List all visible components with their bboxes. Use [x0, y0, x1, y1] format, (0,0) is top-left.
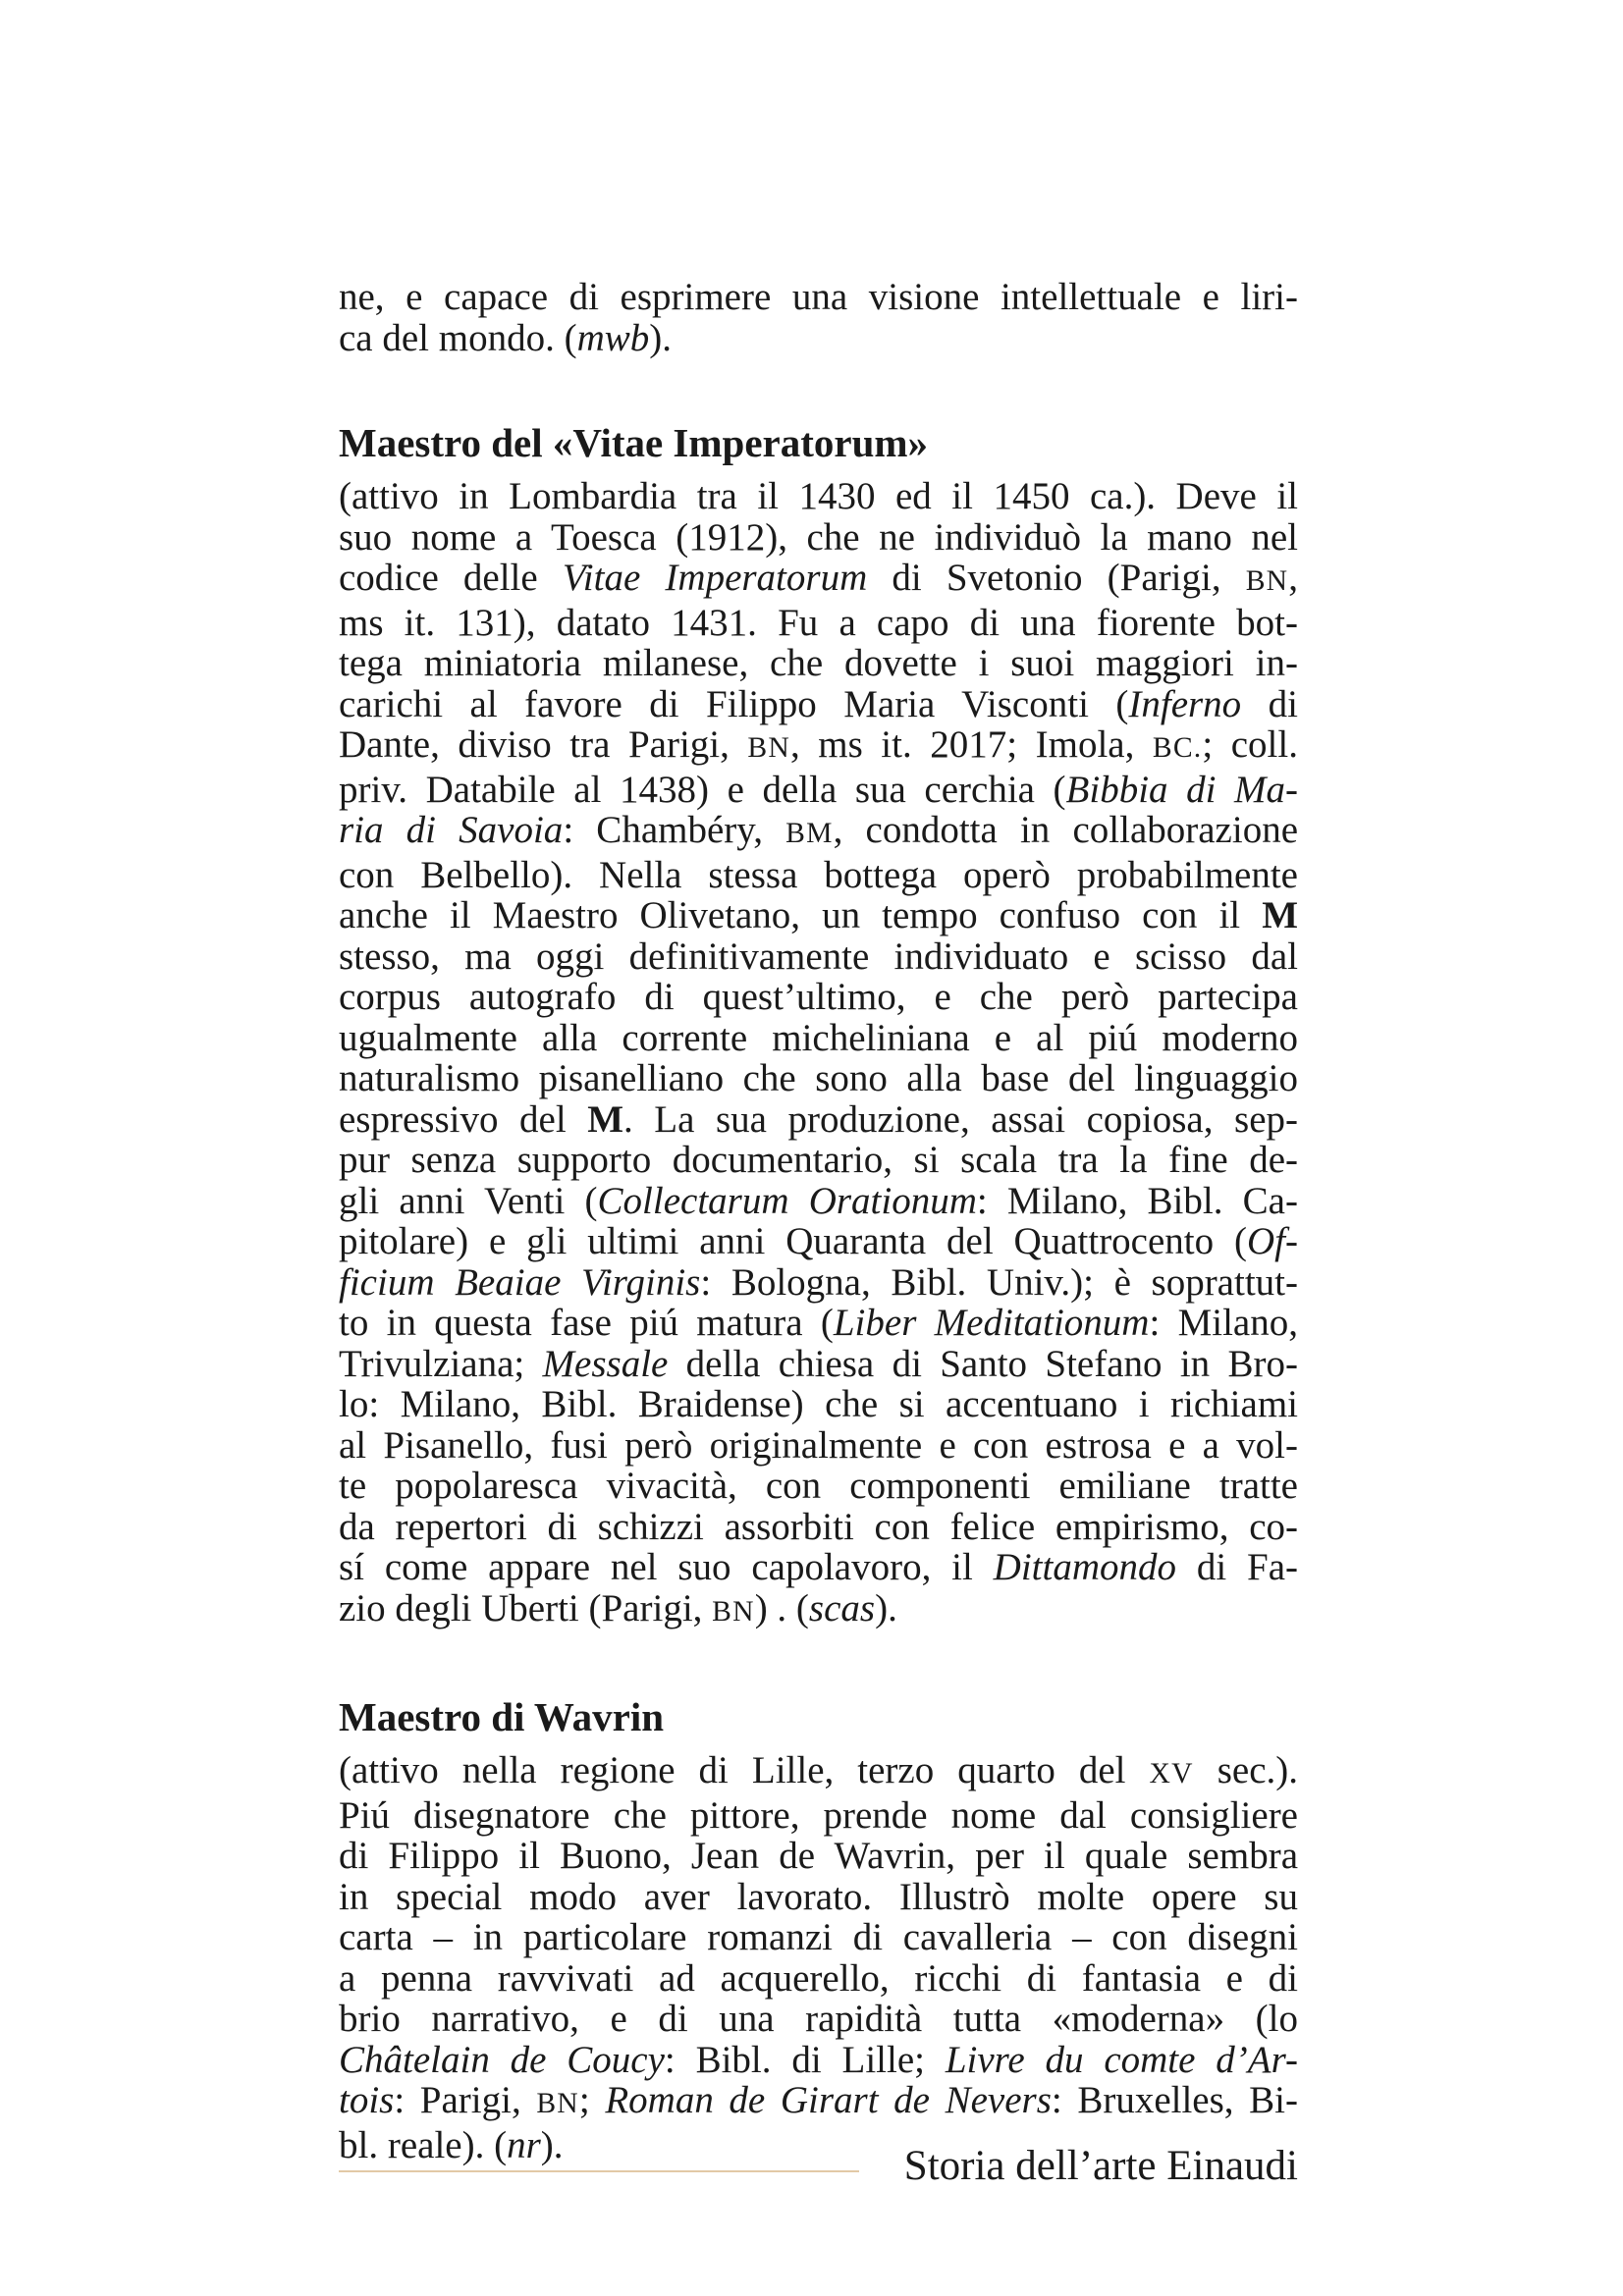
text-line: ugualmente alla corrente micheliniana e al piú moderno — [339, 1016, 1298, 1059]
footer-rule — [339, 2170, 859, 2172]
entry-wavrin — [339, 1695, 1298, 2165]
entry-body — [339, 476, 1298, 1632]
text-line: al Pisanello, fusi però originalmente e con estrosa e a vol- — [339, 1423, 1298, 1467]
text-line: ria di Savoia: Chambéry, BM, condotta in collaborazione — [339, 809, 1299, 851]
entry-heading: Maestro del «Vitae Imperatorum» — [339, 420, 929, 465]
text-line: stesso, ma oggi definitivamente individuato e scisso dal — [339, 934, 1298, 978]
text-line: bl. reale). (nr). — [339, 2123, 564, 2166]
text-line: carichi al favore di Filippo Maria Visconti (Inferno di — [339, 682, 1298, 725]
text-line: lo: Milano, Bibl. Braidense) che si accentuano i richiami — [339, 1383, 1298, 1425]
text-line: tega miniatoria milanese, che dovette i suoi maggiori in- — [339, 642, 1298, 684]
footer-title: Storia dell’arte Einaudi — [903, 2143, 1298, 2189]
text-line: sí come appare nel suo capolavoro, il Dittamondo di Fa- — [339, 1546, 1298, 1588]
text-line: te popolaresca vivacità, con componenti emiliane tratte — [339, 1465, 1298, 1507]
text-line: brio narrativo, e di una rapidità tutta «moderna» (lo — [339, 1998, 1298, 2040]
text-line: con Belbello). Nella stessa bottega operò probabilmente — [339, 853, 1298, 896]
text-line: di Filippo il Buono, Jean de Wavrin, per il quale sembra — [339, 1835, 1298, 1877]
text-line: to in questa fase piú matura (Liber Meditationum: Milano, — [339, 1302, 1298, 1344]
text-line: codice delle Vitae Imperatorum di Svetonio (Parigi, BN, — [339, 557, 1298, 599]
text-line: da repertori di schizzi assorbiti con felice empirismo, co- — [339, 1505, 1298, 1548]
text-line: zio degli Uberti (Parigi, BN) . (scas). — [339, 1586, 897, 1629]
entry-body — [339, 1750, 1298, 2165]
text-line: pur senza supporto documentario, si scala tra la fine de- — [339, 1139, 1298, 1181]
text-line: ca del mondo. (mwb). — [339, 316, 673, 359]
text-line: suo nome a Toesca (1912), che ne individuò la mano nel — [339, 515, 1298, 559]
text-line: carta – in particolare romanzi di cavalleria – con disegni — [339, 1916, 1298, 1958]
text-line: (attivo in Lombardia tra il 1430 ed il 1450 ca.). Deve il — [339, 475, 1298, 517]
page-body — [339, 277, 1298, 2165]
text-line: Châtelain de Coucy: Bibl. di Lille; Livre du comte d’Ar- — [339, 2038, 1298, 2081]
text-line: a penna ravvivati ad acquerello, ricchi di fantasia e di — [339, 1956, 1298, 2000]
entry-vitae-imperatorum — [339, 421, 1298, 1632]
text-line: Trivulziana; Messale della chiesa di Santo Stefano in Bro- — [339, 1342, 1298, 1385]
text-line: tois: Parigi, BN; Roman de Girart de Nevers: Bruxelles, Bi- — [339, 2079, 1298, 2121]
entry-heading: Maestro di Wavrin — [339, 1694, 665, 1739]
page-footer — [339, 2142, 1298, 2191]
text-line: Dante, diviso tra Parigi, BN, ms it. 2017; Imola, BC.; coll. — [339, 723, 1298, 766]
text-line: naturalismo pisanelliano che sono alla base del linguaggio — [339, 1057, 1298, 1099]
intro-paragraph — [339, 277, 1298, 358]
text-line: in special modo aver lavorato. Illustrò molte opere su — [339, 1875, 1298, 1918]
text-line: ms it. 131), datato 1431. Fu a capo di una fiorente bot- — [339, 601, 1298, 644]
text-line: espressivo del M. La sua produzione, assai copiosa, sep- — [339, 1097, 1298, 1141]
text-line: gli anni Venti (Collectarum Orationum: Milano, Bibl. Ca- — [339, 1179, 1298, 1222]
text-line: (attivo nella regione di Lille, terzo quarto del XV sec.). — [339, 1749, 1298, 1791]
text-line: anche il Maestro Olivetano, un tempo confuso con il M — [339, 894, 1298, 936]
text-line: Piú disegnatore che pittore, prende nome dal consigliere — [339, 1793, 1298, 1837]
text-line: corpus autografo di quest’ultimo, e che però partecipa — [339, 976, 1298, 1018]
text-line: pitolare) e gli ultimi anni Quaranta del Quattrocento (Of- — [339, 1220, 1298, 1262]
text-line: ficium Beaiae Virginis: Bologna, Bibl. Univ.); è soprattut- — [339, 1260, 1298, 1304]
text-line: ne, e capace di esprimere una visione intellettuale e liri- — [339, 276, 1298, 318]
text-line: priv. Databile al 1438) e della sua cerchia (Bibbia di Ma- — [339, 768, 1298, 811]
